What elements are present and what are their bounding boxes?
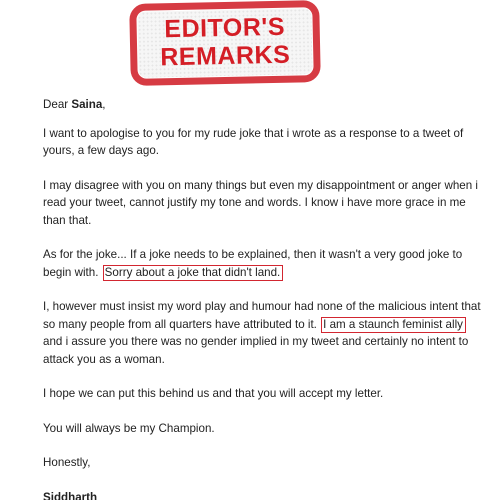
joke-text: As for the joke... If a joke needs to be explained, then it wasn't a very good joke to begin with. xyxy=(43,248,463,279)
greeting-suffix: , xyxy=(102,98,106,111)
paragraph-joke xyxy=(43,246,483,281)
paragraph-apology: I want to apologise to you for my rude joke that i wrote as a response to a tweet of yours, a few days ago. xyxy=(43,126,464,157)
greeting-prefix: Dear xyxy=(43,98,72,111)
stamp-text-line2: REMARKS xyxy=(160,40,291,72)
highlight-feminist-ally: I am a staunch feminist ally xyxy=(321,317,466,333)
stamp-text-line1: EDITOR'S xyxy=(164,12,286,44)
letter-body xyxy=(43,96,483,500)
closing: Honestly, xyxy=(43,456,91,469)
paragraph-champion: You will always be my Champion. xyxy=(43,421,215,435)
paragraph-hope: I hope we can put this behind us and that you will accept my letter. xyxy=(43,387,384,400)
intent-text-after: and i assure you there was no gender implied in my tweet and certainly no intent to attack you as a woman. xyxy=(43,335,469,366)
highlight-sorry: Sorry about a joke that didn't land. xyxy=(103,265,284,281)
paragraph-disagreement: I may disagree with you on many things but even my disappointment or anger when i read your tweet, cannot justify my tone and words. I know i have more grace in me than that. xyxy=(43,178,479,227)
editors-remarks-stamp xyxy=(129,0,321,86)
intent-text-before: I, however must insist my word play and humour had none of the malicious intent that so many people from all quarters have attributed to it. xyxy=(43,300,481,331)
paragraph-intent xyxy=(43,298,483,368)
recipient-name: Saina xyxy=(71,98,103,111)
signature: Siddharth xyxy=(43,490,98,500)
salutation xyxy=(43,96,483,114)
